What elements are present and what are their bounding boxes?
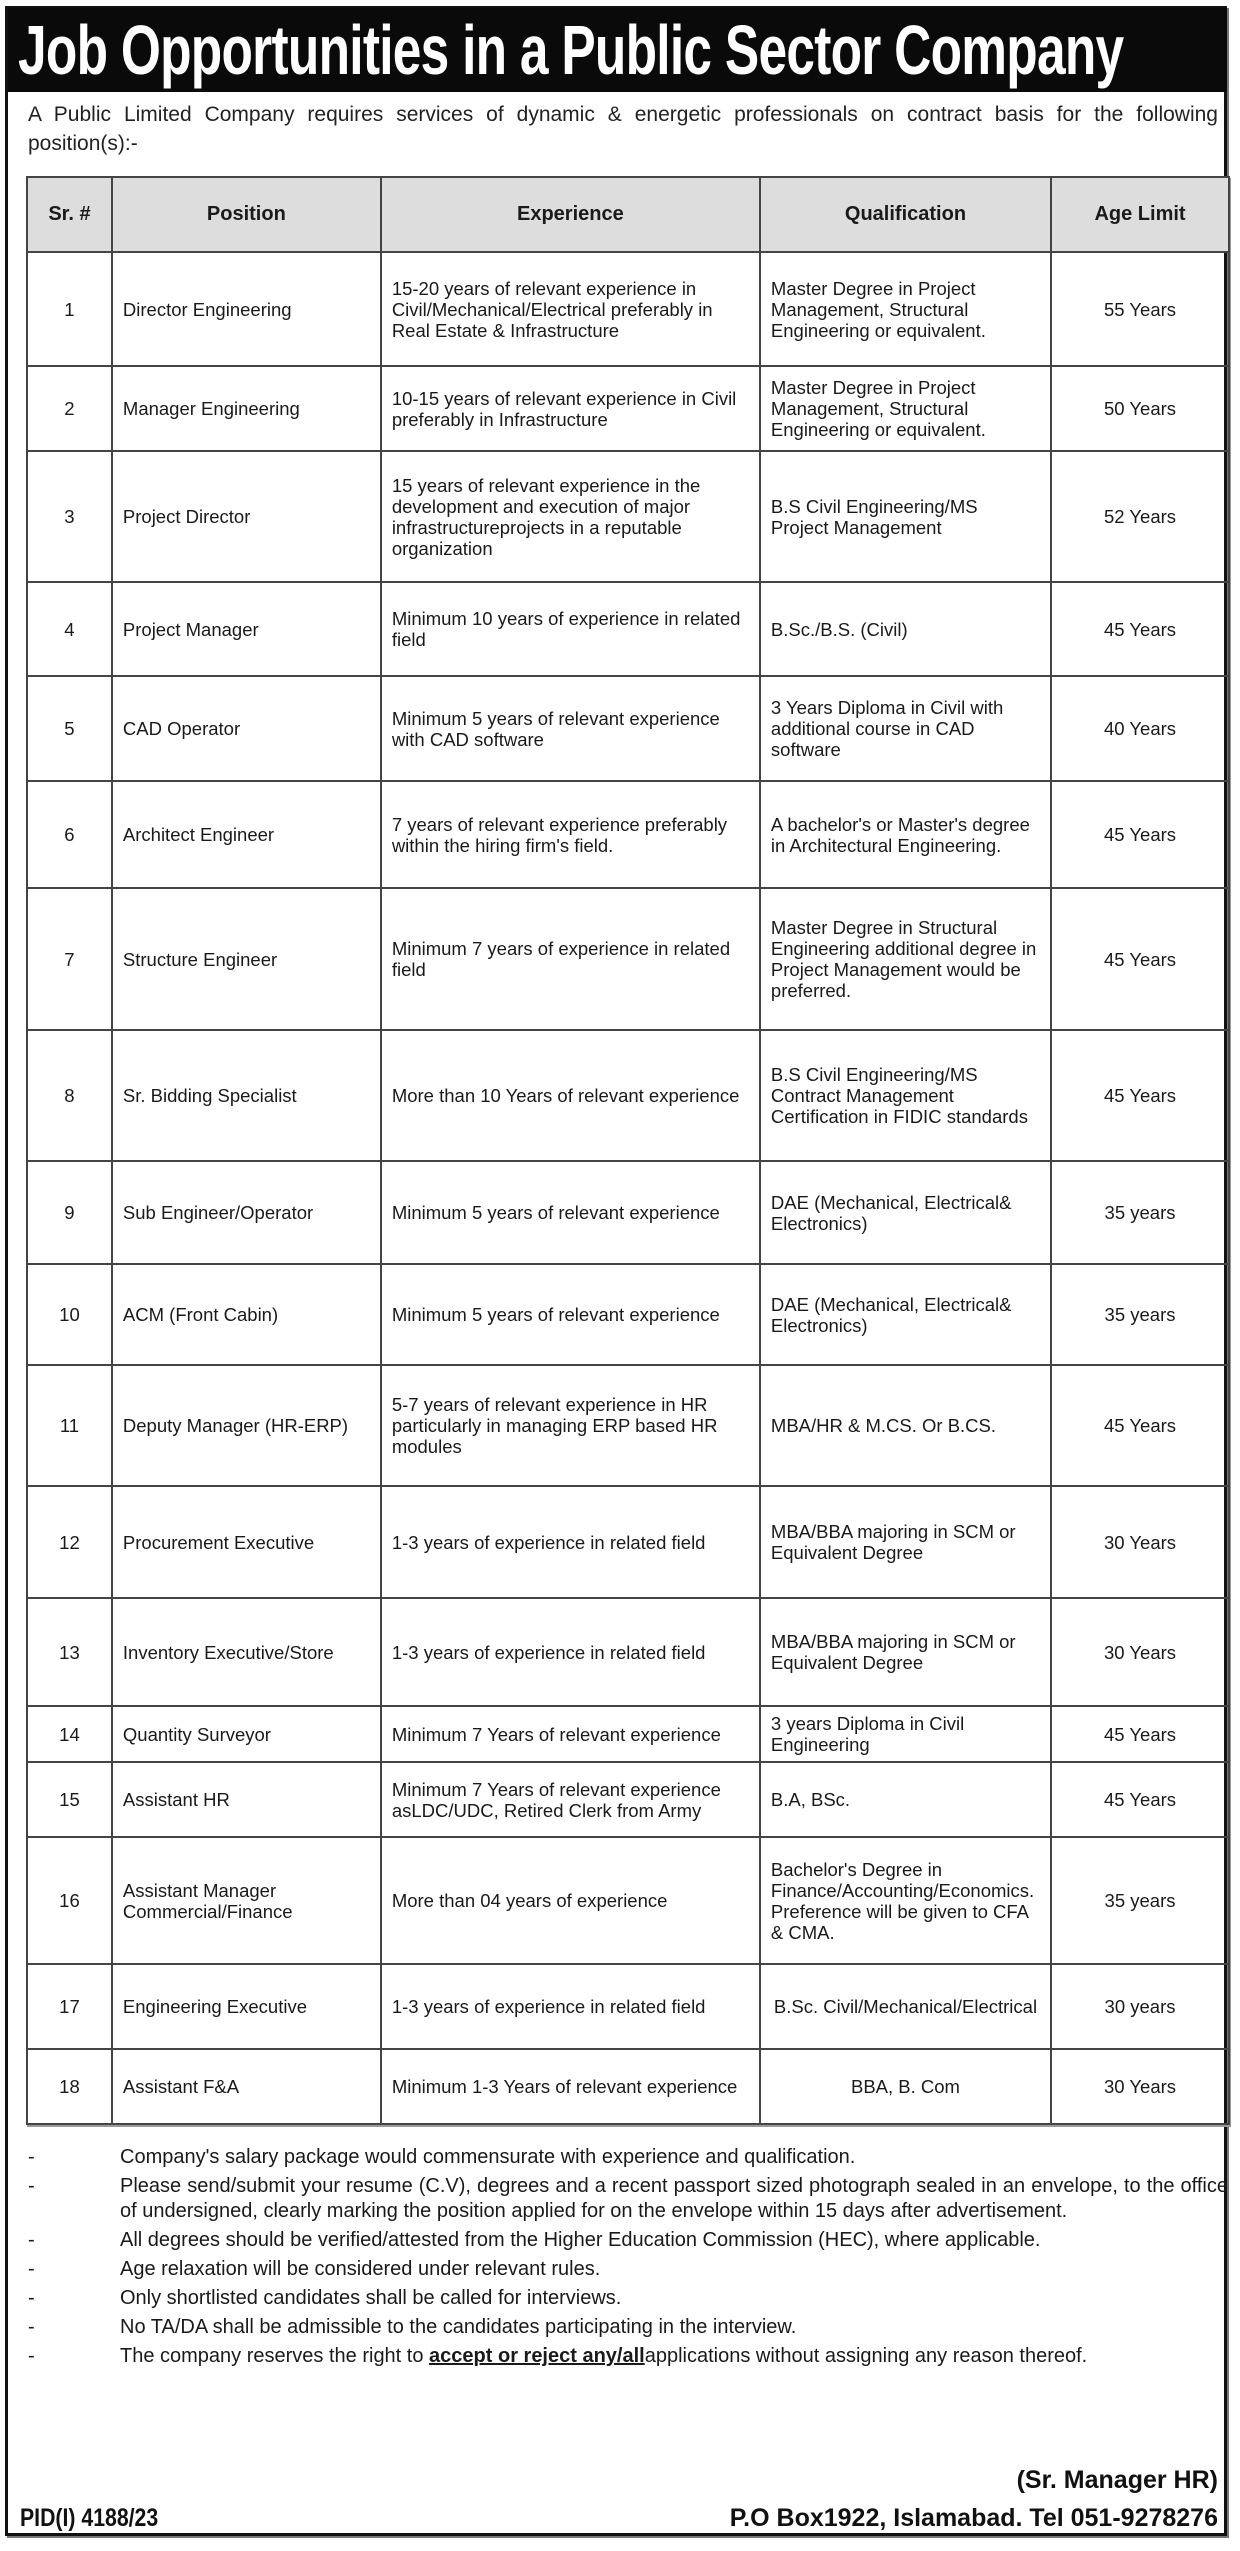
cell-experience: Minimum 7 Years of relevant experience: [381, 1706, 760, 1762]
note-item: [28, 2315, 1228, 2340]
bullet-dash: -: [28, 2287, 35, 2309]
cell-position: Project Director: [112, 451, 381, 582]
cell-age-limit: 50 Years: [1051, 366, 1229, 451]
cell-experience: Minimum 5 years of relevant experience with CAD software: [381, 676, 760, 781]
cell-sr: 3: [27, 451, 112, 582]
note-text: All degrees should be verified/attested from the Higher Education Commission (HEC), where applicable.: [120, 2229, 1041, 2251]
cell-age-limit: 45 Years: [1051, 1762, 1229, 1837]
cell-sr: 1: [27, 252, 112, 366]
header-age-limit: Age Limit: [1051, 177, 1229, 252]
cell-position: Engineering Executive: [112, 1964, 381, 2049]
cell-experience: 10-15 years of relevant experience in Civil preferably in Infrastructure: [381, 366, 760, 451]
cell-experience: 1-3 years of experience in related field: [381, 1964, 760, 2049]
cell-qualification: DAE (Mechanical, Electrical& Electronics): [760, 1264, 1051, 1365]
cell-experience: 5-7 years of relevant experience in HR particularly in managing ERP based HR modules: [381, 1365, 760, 1486]
cell-sr: 17: [27, 1964, 112, 2049]
cell-position: Architect Engineer: [112, 781, 381, 888]
table-row: [27, 1964, 1229, 2049]
cell-position: Quantity Surveyor: [112, 1706, 381, 1762]
note-text: Only shortlisted candidates shall be called for interviews.: [120, 2287, 622, 2309]
note-item: [28, 2174, 1228, 2224]
cell-experience: Minimum 1-3 Years of relevant experience: [381, 2049, 760, 2124]
cell-experience: Minimum 7 Years of relevant experience asLDC/UDC, Retired Clerk from Army: [381, 1762, 760, 1837]
cell-age-limit: 55 Years: [1051, 252, 1229, 366]
cell-position: Project Manager: [112, 582, 381, 676]
cell-sr: 7: [27, 888, 112, 1030]
cell-sr: 14: [27, 1706, 112, 1762]
cell-position: Manager Engineering: [112, 366, 381, 451]
table-row: [27, 1486, 1229, 1598]
table-row: [27, 1706, 1229, 1762]
cell-qualification: DAE (Mechanical, Electrical& Electronics): [760, 1161, 1051, 1264]
table-row: [27, 252, 1229, 366]
cell-qualification: MBA/BBA majoring in SCM or Equivalent Degree: [760, 1486, 1051, 1598]
table-row: [27, 676, 1229, 781]
cell-qualification: MBA/HR & M.CS. Or B.CS.: [760, 1365, 1051, 1486]
cell-experience: More than 10 Years of relevant experience: [381, 1030, 760, 1161]
bullet-dash: -: [28, 2229, 35, 2251]
cell-sr: 4: [27, 582, 112, 676]
cell-position: Assistant Manager Commercial/Finance: [112, 1837, 381, 1964]
cell-age-limit: 30 Years: [1051, 2049, 1229, 2124]
signatory: (Sr. Manager HR): [1016, 2466, 1218, 2494]
note-item: [28, 2344, 1228, 2369]
cell-age-limit: 45 Years: [1051, 1365, 1229, 1486]
cell-age-limit: 35 years: [1051, 1837, 1229, 1964]
cell-qualification: B.Sc. Civil/Mechanical/Electrical: [760, 1964, 1051, 2049]
bullet-dash: -: [28, 2316, 35, 2338]
header-qualification: Qualification: [760, 177, 1051, 252]
cell-experience: 15 years of relevant experience in the development and execution of major infrastructureprojects in a reputable organization: [381, 451, 760, 582]
note-item: [28, 2228, 1228, 2253]
cell-position: Assistant F&A: [112, 2049, 381, 2124]
note-emphasis: accept or reject any/all: [429, 2345, 645, 2367]
cell-position: Deputy Manager (HR-ERP): [112, 1365, 381, 1486]
note-prefix: The company reserves the right to: [120, 2345, 430, 2367]
note-text: Please send/submit your resume (C.V), degrees and a recent passport sized photograph sealed in an envelope, to the office of undersigned, clearly marking the position applied for on the envelope within 15 days after advertisement.: [120, 2175, 1228, 2222]
cell-position: Sr. Bidding Specialist: [112, 1030, 381, 1161]
cell-sr: 16: [27, 1837, 112, 1964]
cell-experience: Minimum 5 years of relevant experience: [381, 1264, 760, 1365]
cell-qualification: Master Degree in Project Management, Structural Engineering or equivalent.: [760, 366, 1051, 451]
header-position: Position: [112, 177, 381, 252]
title-banner: [8, 8, 1227, 92]
cell-experience: Minimum 7 years of experience in related field: [381, 888, 760, 1030]
cell-age-limit: 35 years: [1051, 1161, 1229, 1264]
table-row: [27, 1161, 1229, 1264]
table-row: [27, 1264, 1229, 1365]
table-row: [27, 2049, 1229, 2124]
cell-age-limit: 40 Years: [1051, 676, 1229, 781]
note-suffix: applications without assigning any reason thereof.: [644, 2345, 1088, 2367]
cell-qualification: A bachelor's or Master's degree in Architectural Engineering.: [760, 781, 1051, 888]
cell-sr: 9: [27, 1161, 112, 1264]
cell-sr: 2: [27, 366, 112, 451]
cell-position: Director Engineering: [112, 252, 381, 366]
cell-position: Structure Engineer: [112, 888, 381, 1030]
cell-age-limit: 30 years: [1051, 1964, 1229, 2049]
cell-age-limit: 35 years: [1051, 1264, 1229, 1365]
cell-qualification: 3 years Diploma in Civil Engineering: [760, 1706, 1051, 1762]
cell-position: CAD Operator: [112, 676, 381, 781]
cell-experience: More than 04 years of experience: [381, 1837, 760, 1964]
cell-qualification: B.S Civil Engineering/MS Contract Management Certification in FIDIC standards: [760, 1030, 1051, 1161]
terms-list: [28, 2145, 1228, 2373]
cell-position: Procurement Executive: [112, 1486, 381, 1598]
cell-age-limit: 45 Years: [1051, 888, 1229, 1030]
bullet-dash: -: [28, 2175, 35, 2197]
cell-sr: 11: [27, 1365, 112, 1486]
cell-experience: 1-3 years of experience in related field: [381, 1486, 760, 1598]
note-item: [28, 2145, 1228, 2170]
cell-experience: 7 years of relevant experience preferably within the hiring firm's field.: [381, 781, 760, 888]
note-text: Age relaxation will be considered under relevant rules.: [120, 2258, 601, 2280]
header-sr: Sr. #: [27, 177, 112, 252]
cell-sr: 8: [27, 1030, 112, 1161]
header-experience: Experience: [381, 177, 760, 252]
cell-position: Inventory Executive/Store: [112, 1598, 381, 1706]
cell-sr: 5: [27, 676, 112, 781]
note-item: [28, 2257, 1228, 2282]
cell-position: ACM (Front Cabin): [112, 1264, 381, 1365]
cell-sr: 12: [27, 1486, 112, 1598]
cell-qualification: Master Degree in Project Management, Structural Engineering or equivalent.: [760, 252, 1051, 366]
cell-experience: 15-20 years of relevant experience in Civil/Mechanical/Electrical preferably in Real Estate & Infrastructure: [381, 252, 760, 366]
cell-qualification: MBA/BBA majoring in SCM or Equivalent Degree: [760, 1598, 1051, 1706]
intro-text: A Public Limited Company requires services of dynamic & energetic professionals on contract basis for the following position(s):-: [28, 103, 1218, 155]
cell-qualification: BBA, B. Com: [760, 2049, 1051, 2124]
pid-number: PID(I) 4188/23: [20, 2504, 159, 2532]
note-text: Company's salary package would commensurate with experience and qualification.: [120, 2146, 856, 2168]
bullet-dash: -: [28, 2258, 35, 2280]
table-row: [27, 781, 1229, 888]
cell-age-limit: 45 Years: [1051, 1030, 1229, 1161]
table-row: [27, 1762, 1229, 1837]
bullet-dash: -: [28, 2345, 35, 2367]
cell-qualification: B.Sc./B.S. (Civil): [760, 582, 1051, 676]
cell-sr: 18: [27, 2049, 112, 2124]
note-text: No TA/DA shall be admissible to the candidates participating in the interview.: [120, 2316, 797, 2338]
table-row: [27, 582, 1229, 676]
table-row: [27, 366, 1229, 451]
table-row: [27, 1365, 1229, 1486]
table-header-row: [27, 177, 1229, 252]
cell-age-limit: 52 Years: [1051, 451, 1229, 582]
positions-table: [26, 176, 1230, 2125]
table-row: [27, 1598, 1229, 1706]
cell-age-limit: 30 Years: [1051, 1486, 1229, 1598]
cell-sr: 10: [27, 1264, 112, 1365]
bullet-dash: -: [28, 2146, 35, 2168]
table-row: [27, 1837, 1229, 1964]
cell-experience: Minimum 5 years of relevant experience: [381, 1161, 760, 1264]
cell-age-limit: 30 Years: [1051, 1598, 1229, 1706]
contact-address: P.O Box1922, Islamabad. Tel 051-9278276: [729, 2504, 1218, 2532]
cell-qualification: B.A, BSc.: [760, 1762, 1051, 1837]
cell-age-limit: 45 Years: [1051, 582, 1229, 676]
cell-sr: 15: [27, 1762, 112, 1837]
cell-position: Assistant HR: [112, 1762, 381, 1837]
cell-age-limit: 45 Years: [1051, 781, 1229, 888]
cell-experience: Minimum 10 years of experience in related field: [381, 582, 760, 676]
cell-sr: 13: [27, 1598, 112, 1706]
note-text: [120, 2344, 1228, 2369]
cell-sr: 6: [27, 781, 112, 888]
cell-qualification: 3 Years Diploma in Civil with additional course in CAD software: [760, 676, 1051, 781]
cell-experience: 1-3 years of experience in related field: [381, 1598, 760, 1706]
note-item: [28, 2286, 1228, 2311]
cell-qualification: Bachelor's Degree in Finance/Accounting/Economics. Preference will be given to CFA & CMA.: [760, 1837, 1051, 1964]
table-row: [27, 888, 1229, 1030]
cell-position: Sub Engineer/Operator: [112, 1161, 381, 1264]
table-row: [27, 1030, 1229, 1161]
cell-age-limit: 45 Years: [1051, 1706, 1229, 1762]
cell-qualification: B.S Civil Engineering/MS Project Management: [760, 451, 1051, 582]
cell-qualification: Master Degree in Structural Engineering additional degree in Project Management would be preferred.: [760, 888, 1051, 1030]
table-row: [27, 451, 1229, 582]
page-title: Job Opportunities in a Public Sector Company: [18, 11, 1124, 89]
